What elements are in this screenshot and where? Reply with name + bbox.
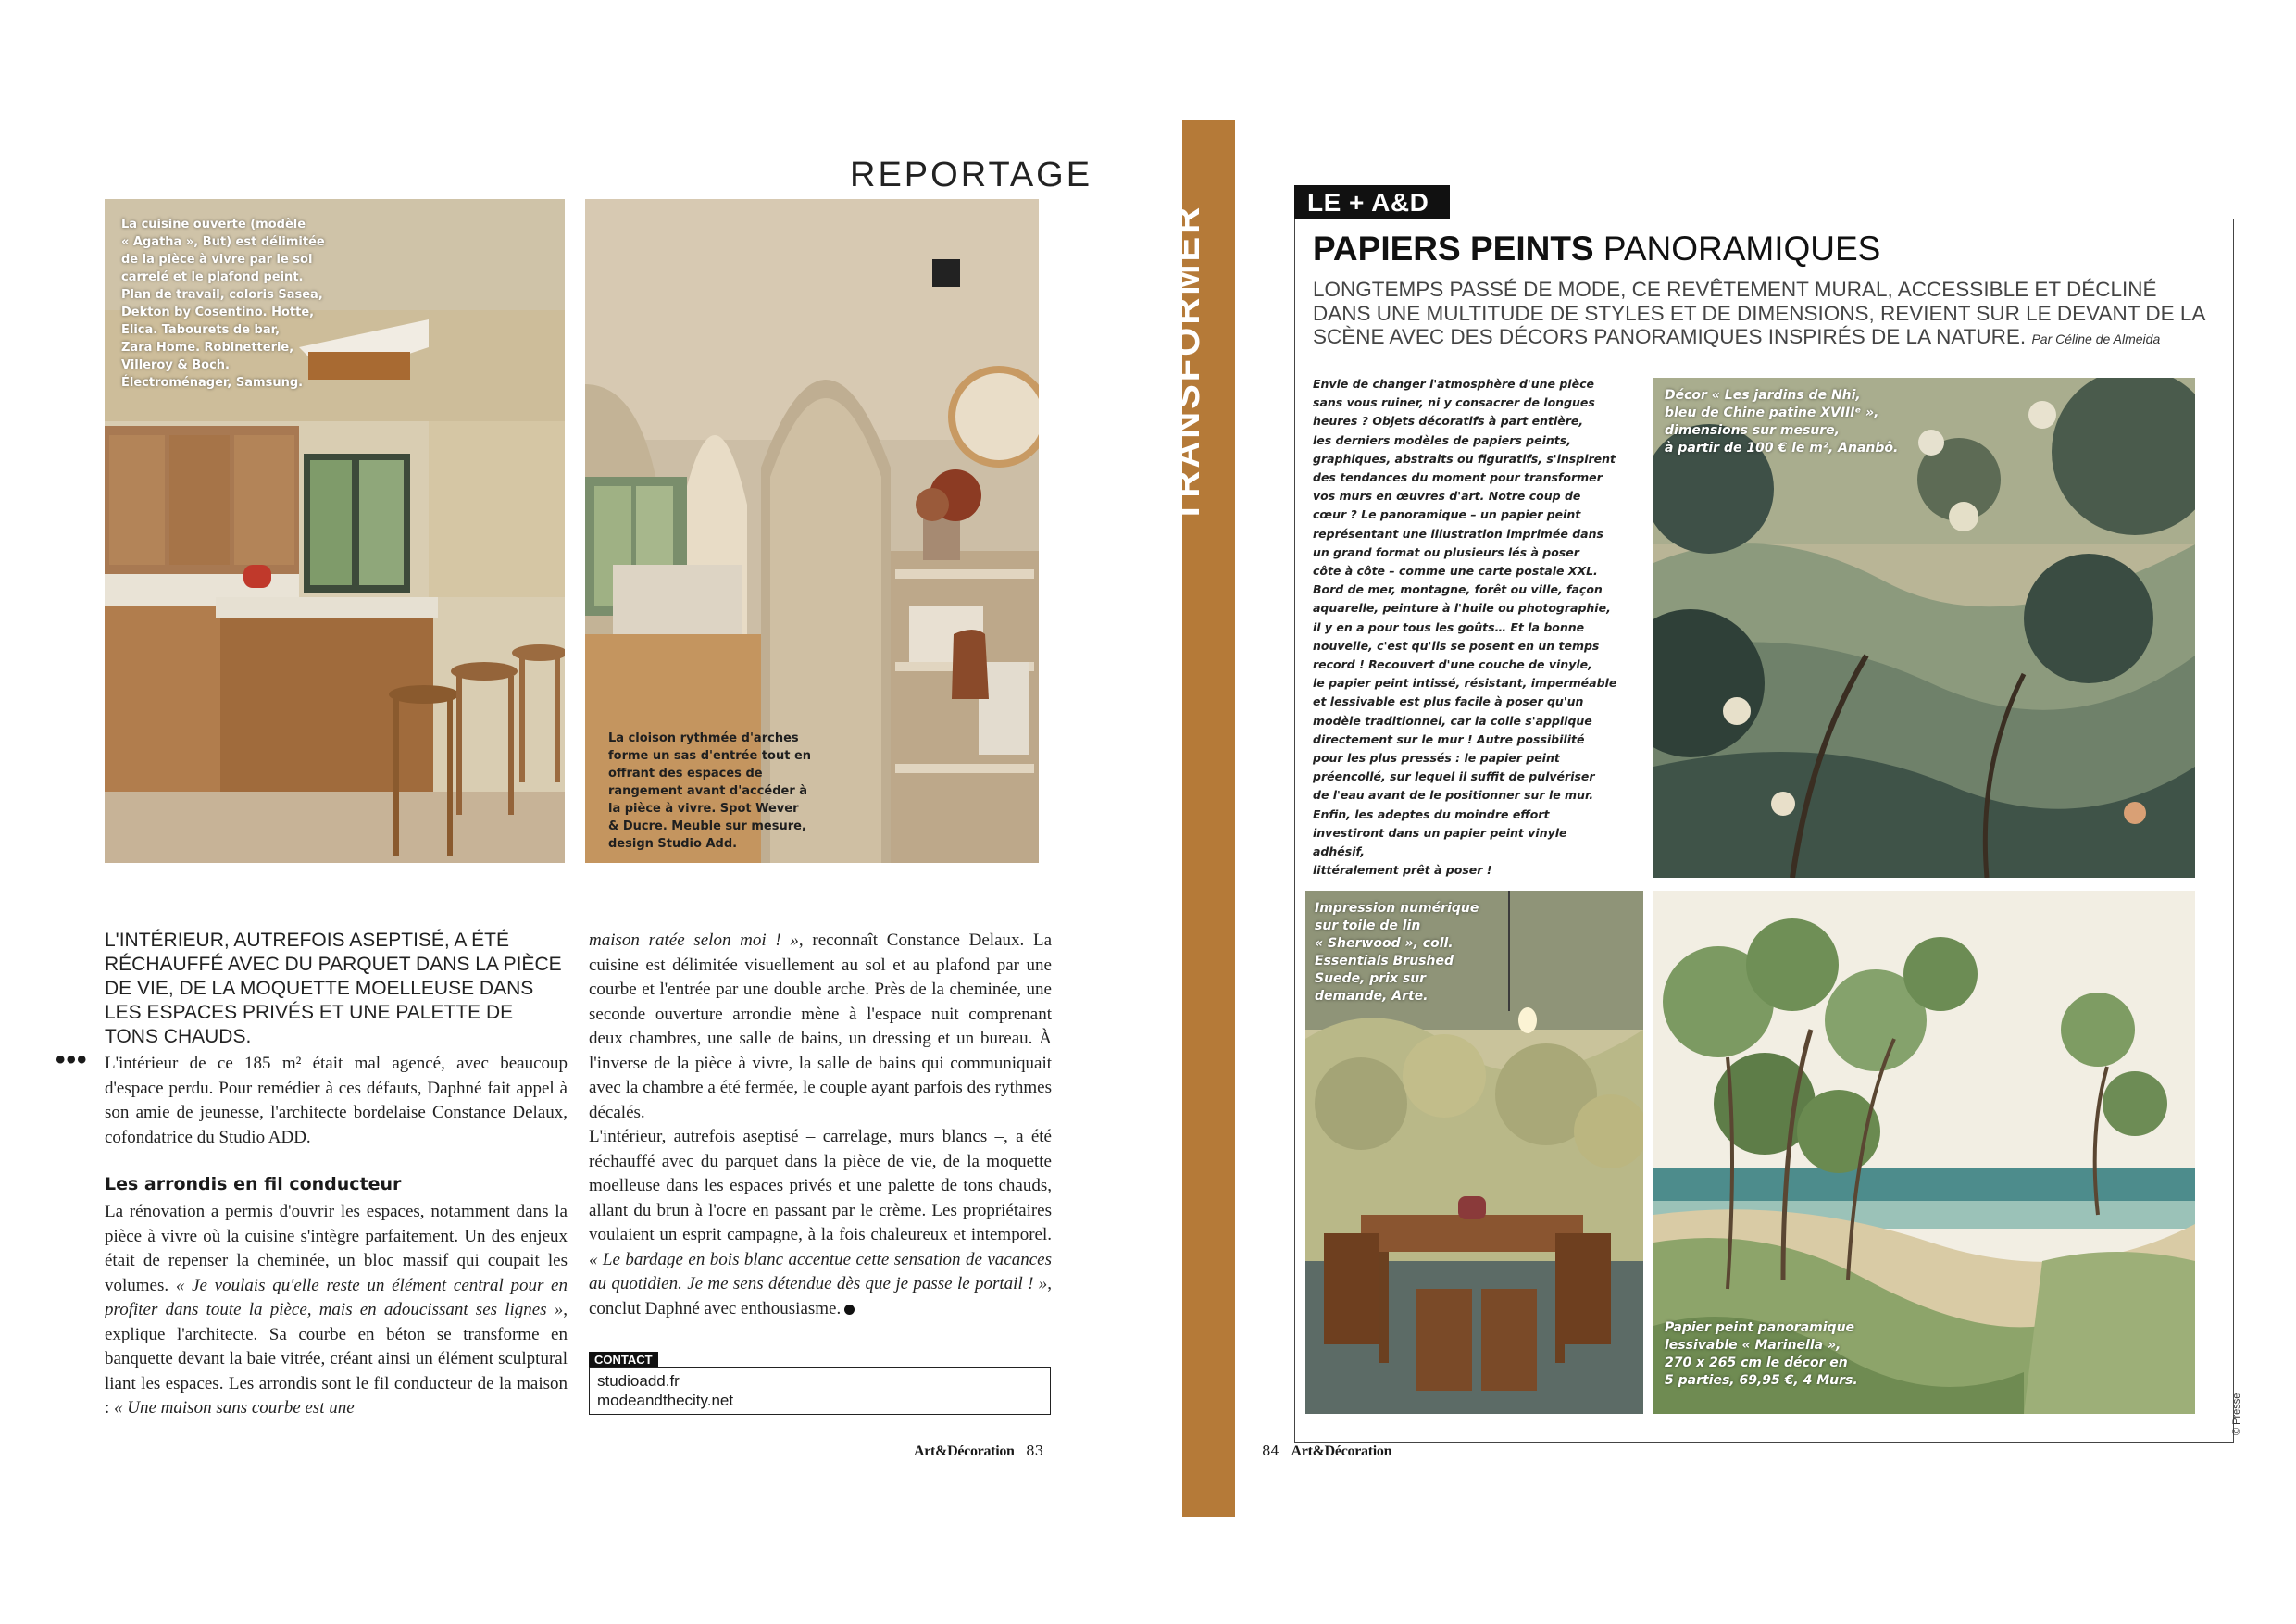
title-bold: PAPIERS PEINTS xyxy=(1313,230,1594,268)
body-line: des tendances du moment pour transformer xyxy=(1313,470,1603,485)
body-line: nouvelle, c'est qu'ils se posent en un temps xyxy=(1313,638,1600,653)
page-number: 84 xyxy=(1262,1443,1280,1459)
caption-line: de la pièce à vivre par le sol xyxy=(121,253,313,267)
body-line: modèle traditionnel, car la colle s'applique xyxy=(1313,713,1592,728)
caption-line: La cloison rythmée d'arches xyxy=(608,731,799,745)
title-light: PANORAMIQUES xyxy=(1603,230,1881,268)
body-line: un grand format ou plusieurs lés à poser xyxy=(1313,544,1579,559)
feature-title xyxy=(1313,230,1880,269)
caption-line: la pièce à vivre. Spot Wever xyxy=(608,802,799,816)
caption-line: sur toile de lin xyxy=(1315,918,1421,933)
caption-line: Elica. Tabourets de bar, xyxy=(121,323,281,337)
caption-line: carrelé et le plafond peint. xyxy=(121,270,304,284)
body-line: littéralement prêt à poser ! xyxy=(1313,863,1492,878)
standfirst xyxy=(1313,278,2215,352)
brand-logo: Art&Décoration xyxy=(914,1443,1015,1459)
body-line: préencollé, sur lequel il suffit de pulvériser xyxy=(1313,769,1595,784)
body-line: investiront dans un papier peint vinyle adhésif, xyxy=(1313,825,1567,859)
end-mark-icon xyxy=(844,1305,855,1315)
section-label: REPORTAGE xyxy=(850,156,1093,194)
caption-line: dimensions sur mesure, xyxy=(1665,423,1840,438)
arch-caption xyxy=(608,730,821,853)
caption-line: à partir de 100 € le m², Ananbô. xyxy=(1665,441,1899,456)
body-line: sans vous ruiner, ni y consacrer de longues xyxy=(1313,395,1595,410)
subheading: Les arrondis en fil conducteur xyxy=(105,1174,402,1194)
body-line: graphiques, abstraits ou figuratifs, s'inspirent xyxy=(1313,451,1616,466)
nhi-wallpaper-photo xyxy=(1653,378,2195,878)
text-span: , conclut Daphné avec enthousiasme. xyxy=(589,1274,1052,1318)
quote-span: maison ratée selon moi ! » xyxy=(589,931,799,950)
byline: Par Céline de Almeida xyxy=(2031,331,2161,346)
caption-line: rangement avant d'accéder à xyxy=(608,784,808,798)
body-line: pour les plus pressés : le papier peint xyxy=(1313,751,1560,766)
text-span: L'intérieur, autrefois aseptisé – carrelage, murs blancs –, a été réchauffé avec du parquet dans la pièce de vie, de la moquette moelleuse dans les espaces privés et une palette de tons chauds, allant du brun à l'ocre en passant par le crème. Les propriétaires voulaient un esprit campagne, à la fois chaleureux et intemporel. xyxy=(589,1127,1052,1244)
quote-span: « Je voulais qu'elle reste un élément central pour en profiter dans toute la pièce, mais en adoucissant ses lignes » xyxy=(105,1275,568,1319)
body-line: et lessivable est plus facile à poser qu'un xyxy=(1313,694,1584,709)
caption-line: bleu de Chine patine XVIIIᵉ », xyxy=(1665,406,1879,420)
caption-line: Décor « Les jardins de Nhi, xyxy=(1665,388,1861,403)
caption-line: Zara Home. Robinetterie, xyxy=(121,341,294,355)
text-span: La rénovation a permis d'ouvrir les espaces, notamment dans la pièce à vivre où la cuisine s'intègre parfaitement. Un des enjeux était de repenser la cheminée, un bloc massif qui coupait les volumes. xyxy=(105,1202,568,1295)
contact-link[interactable]: modeandthecity.net xyxy=(597,1392,734,1409)
body-line: représentant une illustration imprimée dans xyxy=(1313,526,1603,541)
paragraph-dots: ••• xyxy=(56,1044,88,1075)
caption-line: Villeroy & Boch. xyxy=(121,358,230,372)
photo-credit: © Presse xyxy=(2231,1393,2242,1435)
text-span: , explique l'architecte. Sa courbe en béton se transforme en banquette devant la baie vitrée, créant ainsi un élément sculptural liant les espaces. Les arrondis sont le fil conducteur de la maison : xyxy=(105,1300,568,1418)
body-line: Bord de mer, montagne, forêt ou ville, façon xyxy=(1313,582,1603,597)
body-line: les derniers modèles de papiers peints, xyxy=(1313,432,1571,447)
caption-line: design Studio Add. xyxy=(608,837,738,851)
feature-tag: LE + A&D xyxy=(1294,185,1450,219)
caption-line: & Ducre. Meuble sur mesure, xyxy=(608,819,806,833)
feature-body xyxy=(1313,375,1618,880)
body-paragraph xyxy=(589,929,1052,1125)
caption-line: La cuisine ouverte (modèle xyxy=(121,218,306,231)
arch-photo xyxy=(585,199,1039,863)
quote-span: « Le bardage en bois blanc accentue cette sensation de vacances au quotidien. Je me sens détendue dès que je passe le portail ! » xyxy=(589,1249,1052,1293)
body-line: vos murs en œuvres d'art. Notre coup de xyxy=(1313,489,1581,504)
right-folio xyxy=(1262,1443,1391,1460)
caption-line: offrant des espaces de xyxy=(608,767,763,781)
standfirst-text: LONGTEMPS PASSÉ DE MODE, CE REVÊTEMENT MURAL, ACCESSIBLE ET DÉCLINÉ DANS UNE MULTITUDE DE STYLES ET DE DIMENSIONS, REVIENT SUR LE DEVANT DE LA SCÈNE AVEC DES DÉCORS PANORAMIQUES INSPIRÉS DE LA NATURE. xyxy=(1313,278,2205,348)
kitchen-caption xyxy=(121,216,334,392)
caption-line: forme un sas d'entrée tout en xyxy=(608,749,812,763)
body-line: heures ? Objets décoratifs à part entière, xyxy=(1313,414,1584,429)
body-column-2 xyxy=(589,929,1052,1321)
caption-line: Suede, prix sur xyxy=(1315,971,1427,986)
contact-link[interactable]: studioadd.fr xyxy=(597,1372,680,1390)
nhi-caption xyxy=(1665,387,1905,457)
caption-line: demande, Arte. xyxy=(1315,989,1429,1004)
kitchen-photo xyxy=(105,199,565,863)
marinella-caption xyxy=(1665,1319,1878,1390)
body-paragraph xyxy=(589,1125,1052,1321)
caption-line: Impression numérique xyxy=(1315,901,1479,916)
left-folio xyxy=(914,1443,1043,1460)
caption-line: Essentials Brushed xyxy=(1315,954,1454,968)
sherwood-caption xyxy=(1315,900,1481,1006)
caption-line: 5 parties, 69,95 €, 4 Murs. xyxy=(1665,1373,1858,1388)
body-line: il y en a pour tous les goûts… Et la bonne xyxy=(1313,619,1585,634)
caption-line: Papier peint panoramique xyxy=(1665,1320,1855,1335)
body-line: côte à côte – comme une carte postale XXL. xyxy=(1313,564,1598,579)
body-line: le papier peint intissé, résistant, imperméable xyxy=(1313,676,1617,691)
caption-line: « Agatha », But) est délimitée xyxy=(121,235,325,249)
spine-label: TRANSFORMER xyxy=(1167,204,1207,523)
body-line: Enfin, les adeptes du moindre effort xyxy=(1313,806,1550,821)
body-paragraph-intro: L'intérieur de ce 185 m² était mal agencé, avec beaucoup d'espace perdu. Pour remédier à ces défauts, Daphné fait appel à son amie de jeunesse, l'architecte bordelaise Constance Delaux, cofondatrice du Studio ADD. xyxy=(105,1054,568,1147)
caption-line: 270 x 265 cm le décor en xyxy=(1665,1355,1848,1370)
caption-line: Dekton by Cosentino. Hotte, xyxy=(121,306,315,319)
lead-paragraph: L'INTÉRIEUR, AUTREFOIS ASEPTISÉ, A ÉTÉ RÉCHAUFFÉ AVEC DU PARQUET DANS LA PIÈCE DE VIE, DE LA MOQUETTE MOELLEUSE DANS LES ESPACES PRIVÉS ET UNE PALETTE DE TONS CHAUDS. xyxy=(105,930,562,1047)
body-paragraph-arrondis xyxy=(105,1200,568,1421)
body-line: Envie de changer l'atmosphère d'une pièce xyxy=(1313,377,1594,391)
contact-box xyxy=(589,1367,1051,1415)
text-span: , reconnaît Constance Delaux. La cuisine est délimitée visuellement au sol et au plafond par une courbe et l'entrée par une double arche. Près de la cheminée, une seconde ouverture arrondie mène à l'espace nuit comprenant deux chambres, une salle de bains, un dressing et un bureau. À l'inverse de la pièce à vivre, la salle de bains qui communiquait avec la chambre a été fermée, le couple ayant parfois des rythmes décalés. xyxy=(589,931,1052,1122)
body-line: de l'eau avant de le positionner sur le mur. xyxy=(1313,788,1594,803)
caption-line: Plan de travail, coloris Sasea, xyxy=(121,288,323,302)
caption-line: Électroménager, Samsung. xyxy=(121,376,304,390)
caption-line: lessivable « Marinella », xyxy=(1665,1338,1841,1353)
body-line: directement sur le mur ! Autre possibilité xyxy=(1313,731,1585,746)
quote-span: « Une maison sans courbe est une xyxy=(114,1398,355,1418)
body-line: aquarelle, peinture à l'huile ou photographie, xyxy=(1313,601,1611,616)
body-line: cœur ? Le panoramique – un papier peint xyxy=(1313,507,1581,522)
caption-line: « Sherwood », coll. xyxy=(1315,936,1454,951)
sherwood-photo xyxy=(1305,891,1643,1414)
page-number: 83 xyxy=(1026,1443,1044,1459)
contact-label: CONTACT xyxy=(589,1352,658,1368)
body-line: record ! Recouvert d'une couche de vinyle, xyxy=(1313,657,1592,672)
brand-logo: Art&Décoration xyxy=(1291,1443,1392,1459)
marinella-photo xyxy=(1653,891,2195,1414)
